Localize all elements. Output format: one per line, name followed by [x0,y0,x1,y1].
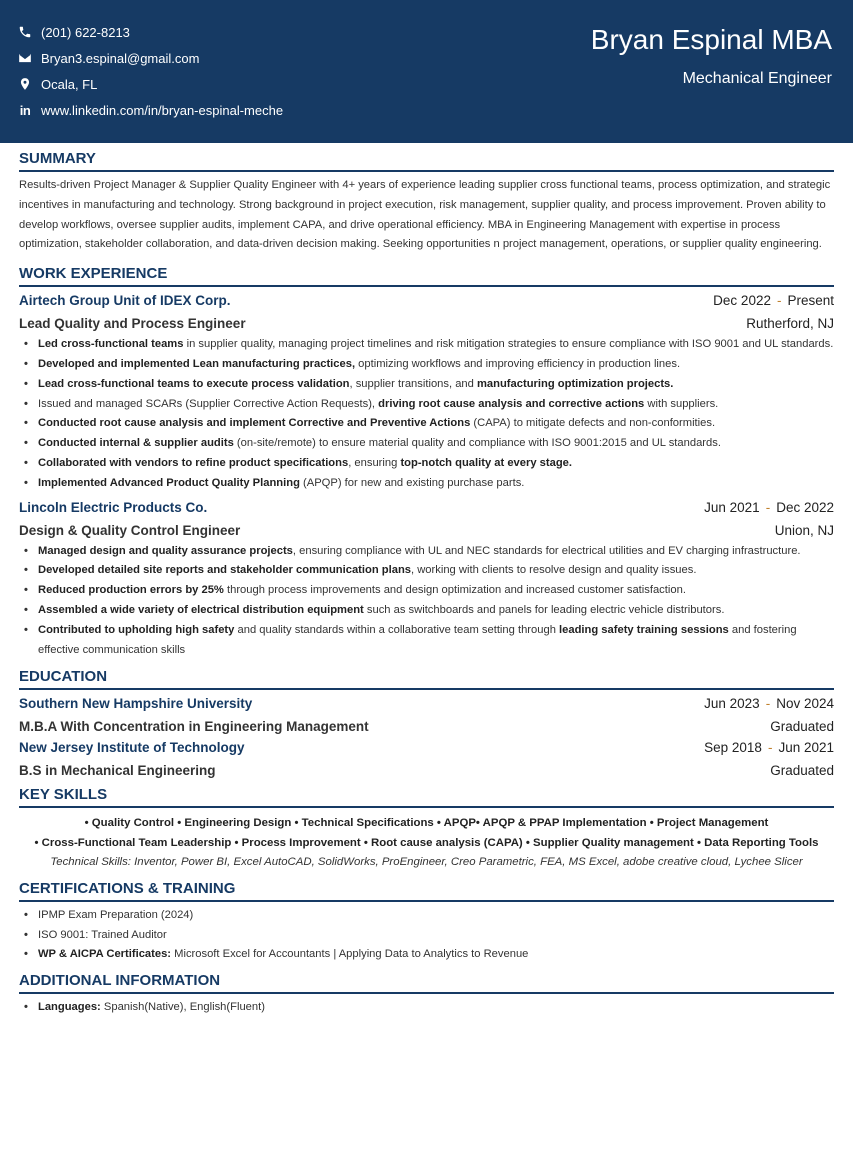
degree-status: Graduated [770,719,834,735]
experience-heading: WORK EXPERIENCE [19,265,834,287]
start-date: Dec 2022 [713,293,771,309]
bullet-text: , supplier transitions, and [349,377,477,390]
certifications-list [19,906,834,965]
email-icon [17,50,33,66]
education-list [19,696,834,778]
bullet-bold-text: WP & AICPA Certificates: [38,948,172,961]
bullet-bold-text: leading safety training sessions [559,623,729,636]
email-text[interactable]: Bryan3.espinal@gmail.com [41,50,200,66]
bullet-text: and quality standards within a collaborative team setting through [234,623,560,636]
bullet-text: (APQP) for new and existing purchase parts. [299,476,525,489]
bullet-bold-text: Developed detailed site reports and stakeholder communication plans [38,564,412,577]
bullet-bold-text: Conducted root cause analysis and implement Corrective and Preventive Actions [38,417,471,430]
job-title-row [19,316,834,331]
job-entry [19,500,834,661]
bullet-bold-text: Implemented Advanced Product Quality Planning [38,476,300,489]
degree-name: M.B.A With Concentration in Engineering Management [19,719,369,735]
additional-list [19,998,834,1018]
start-date: Sep 2018 [704,740,762,756]
candidate-name: Bryan Espinal MBA [590,24,832,55]
bullet-item [38,621,834,661]
bullet-item [38,414,834,434]
school-row [19,696,834,711]
job-location: Rutherford, NJ [746,316,834,332]
technical-skills: Technical Skills: Inventor, Power BI, Excel AutoCAD, SolidWorks, ProEngineer, Creo Parametric, FEA, MS Excel, adobe creative cloud, Lychee Slicer [50,856,803,869]
degree-row [19,763,834,778]
phone-text: (201) 622-8213 [41,24,130,40]
date-range [704,740,834,755]
education-entry [19,696,834,734]
bullet-bold-text: Languages: [38,1001,101,1014]
additional-heading: ADDITIONAL INFORMATION [19,972,834,994]
bullet-text: with suppliers. [644,397,719,410]
degree-status: Graduated [770,763,834,779]
bullet-text: and fostering effective communication skills [38,623,797,656]
skills-block [19,814,834,873]
contact-info [17,19,283,123]
bullet-text: (CAPA) to mitigate defects and non-conformities. [470,417,716,430]
location-text: Ocala, FL [41,76,98,92]
job-title: Lead Quality and Process Engineer [19,316,246,332]
company-name: Airtech Group Unit of IDEX Corp. [19,293,231,309]
bullet-text: IPMP Exam Preparation (2024) [38,908,194,921]
bullet-bold-text: top-notch quality at every stage. [400,456,573,469]
bullet-item [38,542,834,562]
bullet-item [38,906,834,926]
location-icon [17,76,33,92]
bullet-item [38,395,834,415]
summary-text: Results-driven Project Manager & Supplier Quality Engineer with 4+ years of experience leading supplier cross functional teams, process optimization, and strategic incentives in manufacturing and technology. Strong background in project execution, risk management, supplier quality, and process improvement. Proven ability to develop workflows, oversee supplier audits, implement CAPA, and drive operational efficiency. MBA in Engineering Management with expertise in process optimization, stakeholder collaboration, and data-driven decision making. Seeking opportunities n project management, operations, or supplier quality engineering. [19,179,831,251]
job-title-row [19,523,834,538]
bullet-text: in supplier quality, managing project timelines and risk mitigation strategies to ensure compliance with ISO 9001 and UL standards. [183,338,834,351]
bullet-text: Issued and managed SCARs (Supplier Corrective Action Requests), [38,397,379,410]
experience-list [19,293,834,660]
bullet-item [38,434,834,454]
start-date: Jun 2023 [704,696,760,712]
date-separator: - [765,696,771,712]
date-range [713,293,834,308]
date-separator: - [776,293,782,309]
bullet-bold-text: Developed and implemented Lean manufacturing practices, [38,357,356,370]
bullet-item [38,561,834,581]
bullet-text: ISO 9001: Trained Auditor [38,928,167,941]
school-name: New Jersey Institute of Technology [19,740,245,756]
school-name: Southern New Hampshire University [19,696,253,712]
linkedin-text[interactable]: www.linkedin.com/in/bryan-espinal-meche [41,102,284,118]
date-separator: - [765,499,771,515]
bullet-item [38,581,834,601]
bullet-item [38,926,834,946]
date-range [704,500,834,515]
bullet-bold-text: manufacturing optimization projects. [476,377,674,390]
job-header-row [19,293,834,308]
school-row [19,740,834,755]
linkedin-icon: in [19,102,31,118]
phone-icon [17,24,33,40]
bullet-bold-text: Reduced production errors by 25% [38,584,224,597]
bullet-bold-text: driving root cause analysis and corrective actions [378,397,645,410]
contact-linkedin [17,97,283,123]
resume-header [0,0,853,143]
bullet-text: Microsoft Excel for Accountants | Applying Data to Analytics to Revenue [171,948,529,961]
bullet-text: , ensuring compliance with UL and NEC standards for electrical utilities and EV charging infrastructure. [292,544,801,557]
end-date: Jun 2021 [778,740,834,756]
start-date: Jun 2021 [704,499,760,515]
date-range [704,696,834,711]
bullet-text: Spanish(Native), English(Fluent) [100,1001,265,1014]
education-entry [19,740,834,778]
date-separator: - [767,740,773,756]
degree-row [19,719,834,734]
bullet-item [38,355,834,375]
bullet-bold-text: Contributed to upholding high safety [38,623,235,636]
job-location: Union, NJ [774,522,834,538]
degree-name: B.S in Mechanical Engineering [19,763,216,779]
bullet-text: (on-site/remote) to ensure material quality and compliance with ISO 9001:2015 and UL standards. [233,437,721,450]
summary-heading: SUMMARY [19,150,834,172]
bullet-text: , ensuring [348,456,401,469]
end-date: Present [787,293,834,309]
skills-heading: KEY SKILLS [19,786,834,808]
bullet-bold-text: Led cross-functional teams [38,338,184,351]
education-heading: EDUCATION [19,668,834,690]
bullet-text: , working with clients to resolve design and quality issues. [411,564,697,577]
candidate-role: Mechanical Engineer [682,70,832,87]
bullet-bold-text: Collaborated with vendors to refine product specifications [38,456,349,469]
bullet-text: optimizing workflows and improving efficiency in production lines. [355,357,681,370]
end-date: Dec 2022 [776,499,834,515]
resume-body [0,150,853,1018]
job-header-row [19,500,834,515]
bullet-text: through process improvements and design optimization and increased customer satisfaction. [223,584,686,597]
skills-line-2: • Cross-Functional Team Leadership • Process Improvement • Root cause analysis (CAPA) • Supplier Quality management • Data Reporting Tools [34,836,819,849]
certifications-heading: CERTIFICATIONS & TRAINING [19,880,834,902]
company-name: Lincoln Electric Products Co. [19,499,208,515]
bullet-text: such as switchboards and panels for leading electric vehicle distributors. [363,603,725,616]
bullet-item [38,335,834,355]
bullet-bold-text: Managed design and quality assurance projects [38,544,293,557]
bullet-bold-text: Lead cross-functional teams to execute process validation [38,377,350,390]
bullet-item [38,474,834,494]
bullet-item [38,601,834,621]
bullet-bold-text: Assembled a wide variety of electrical distribution equipment [38,603,364,616]
contact-email [17,45,283,71]
end-date: Nov 2024 [776,696,834,712]
bullet-item [38,945,834,965]
contact-location [17,71,283,97]
skills-line-1: • Quality Control • Engineering Design • Technical Specifications • APQP• APQP & PPAP Implementation • Project Management [84,817,769,830]
job-bullets [19,335,834,493]
bullet-bold-text: Conducted internal & supplier audits [38,437,234,450]
job-bullets [19,542,834,661]
job-title: Design & Quality Control Engineer [19,522,241,538]
bullet-item [38,375,834,395]
bullet-item [38,454,834,474]
job-entry [19,293,834,493]
bullet-item [38,998,834,1018]
contact-phone [17,19,283,45]
